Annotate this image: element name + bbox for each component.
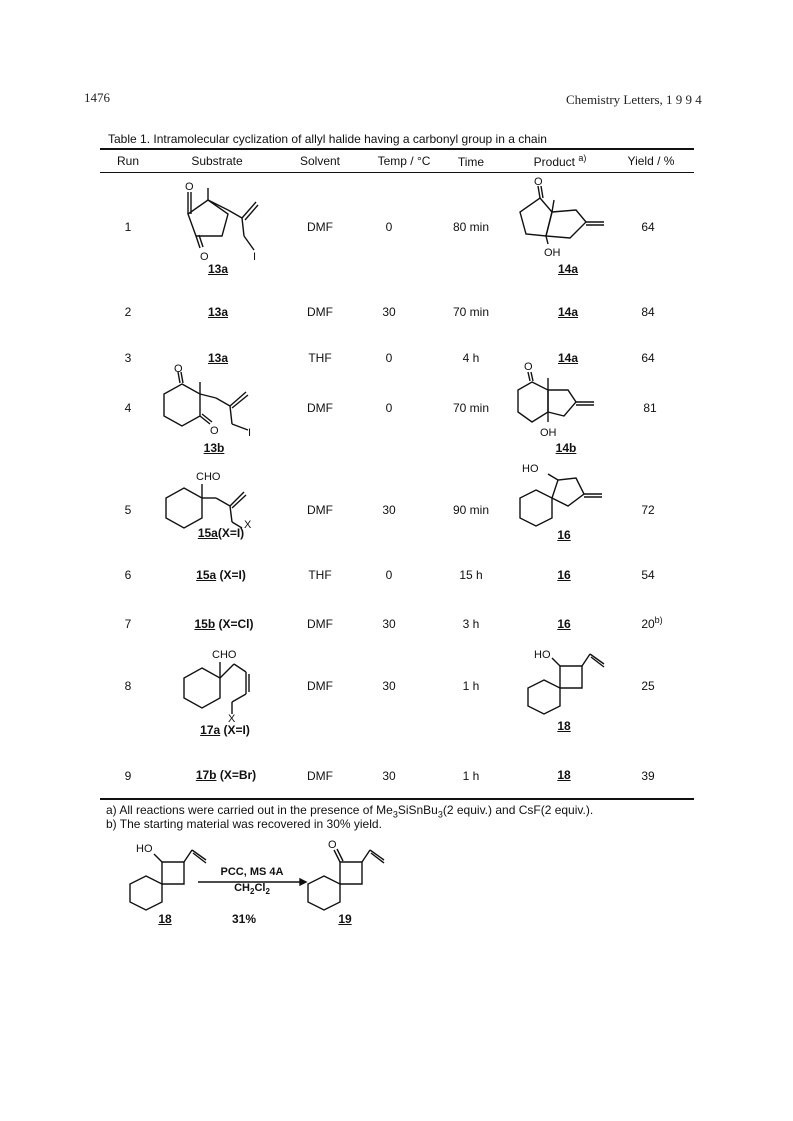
row1-yield: 64	[641, 220, 655, 234]
atom-O: O	[174, 363, 183, 375]
atom-X: X	[244, 519, 252, 531]
row3-substrate: 13a	[207, 351, 229, 365]
scheme-product-19	[304, 838, 404, 914]
row8-time: 1 h	[462, 679, 480, 693]
scheme-reactant-18	[126, 838, 226, 914]
structure-17a	[176, 644, 276, 725]
row4-solvent: DMF	[307, 401, 333, 415]
row8-run: 8	[124, 679, 132, 693]
atom-OH: OH	[544, 247, 561, 259]
row6-solvent: THF	[308, 568, 332, 582]
row8-solvent: DMF	[307, 679, 333, 693]
structure-13a	[160, 178, 280, 264]
row4-substrate-label: 13b	[203, 441, 225, 455]
header-run: Run	[116, 154, 139, 168]
row5-time: 90 min	[452, 503, 490, 517]
header-solvent: Solvent	[299, 154, 341, 168]
header-temp: Temp / °C	[377, 154, 431, 168]
table-top-rule	[100, 148, 694, 150]
row8-temp: 30	[382, 679, 396, 693]
table-caption: Table 1. Intramolecular cyclization of allyl halide having a carbonyl group in a chain	[108, 132, 547, 146]
row9-yield: 39	[641, 769, 655, 783]
row6-time: 15 h	[459, 568, 483, 582]
row3-temp: 0	[385, 351, 393, 365]
row6-run: 6	[124, 568, 132, 582]
row3-time: 4 h	[462, 351, 480, 365]
row2-solvent: DMF	[307, 305, 333, 319]
structure-14a	[510, 176, 620, 260]
atom-X: X	[228, 713, 236, 725]
table-header-rule	[100, 172, 694, 173]
structure-14b	[514, 361, 624, 440]
structure-16	[514, 462, 614, 532]
row3-product: 14a	[557, 351, 579, 365]
row1-solvent: DMF	[307, 220, 333, 234]
row2-run: 2	[124, 305, 132, 319]
scheme-product-label: 19	[338, 912, 352, 926]
row1-product-label: 14a	[557, 262, 579, 276]
scheme-reactant-label: 18	[158, 912, 172, 926]
atom-OH: OH	[540, 427, 557, 439]
footnote-a: a) All reactions were carried out in the presence of $Me_3SiSnBu_3(2$ equiv.) and CsF(2 equiv.).	[106, 803, 594, 820]
scheme-yield: 31%	[231, 912, 257, 926]
atom-O: O	[328, 839, 337, 851]
row4-product-label: 14b	[555, 441, 577, 455]
row6-substrate: 15a (X=I)	[196, 568, 246, 582]
atom-O: O	[185, 181, 194, 193]
atom-HO: HO	[534, 649, 551, 661]
header-substrate: Substrate	[191, 154, 243, 168]
atom-HO: HO	[136, 843, 153, 855]
row4-temp: 0	[385, 401, 393, 415]
row6-product: 16	[557, 568, 571, 582]
row7-temp: 30	[382, 617, 396, 631]
atom-CHO: CHO	[212, 649, 237, 661]
row9-solvent: DMF	[307, 769, 333, 783]
row7-solvent: DMF	[307, 617, 333, 631]
row7-time: 3 h	[462, 617, 480, 631]
row8-yield: 25	[641, 679, 655, 693]
row4-yield: 81	[643, 401, 657, 415]
row3-solvent: THF	[308, 351, 332, 365]
row5-substrate-label: 15a(X=I)	[197, 526, 245, 540]
atom-O: O	[534, 176, 543, 188]
header-product: Product $^{a)}$	[533, 153, 587, 169]
row1-run: 1	[124, 220, 132, 234]
row7-product: 16	[557, 617, 571, 631]
atom-I: I	[248, 427, 252, 439]
row9-temp: 30	[382, 769, 396, 783]
row8-product-label: 18	[557, 719, 571, 733]
row2-product: 14a	[557, 305, 579, 319]
atom-O: O	[200, 251, 209, 263]
row3-run: 3	[124, 351, 132, 365]
page-number: 1476	[84, 90, 110, 105]
row7-yield: 20$^{b)}$	[641, 615, 663, 631]
journal-header: Chemistry Letters, 1 9 9 4	[566, 92, 702, 107]
row6-temp: 0	[385, 568, 393, 582]
header-yield: Yield / %	[627, 154, 675, 168]
row2-temp: 30	[382, 305, 396, 319]
row2-substrate: 13a	[207, 305, 229, 319]
structure-13b	[160, 363, 280, 446]
atom-CHO: CHO	[196, 471, 221, 483]
atom-HO: HO	[522, 463, 539, 475]
row5-product-label: 16	[557, 528, 571, 542]
footnote-b: b) The starting material was recovered in 30% yield.	[106, 817, 382, 831]
atom-O: O	[524, 361, 533, 373]
row5-solvent: DMF	[307, 503, 333, 517]
structure-18	[524, 642, 624, 718]
row7-run: 7	[124, 617, 132, 631]
structure-15a	[160, 470, 270, 532]
row9-time: 1 h	[462, 769, 480, 783]
row2-yield: 84	[641, 305, 655, 319]
row9-run: 9	[124, 769, 132, 783]
row2-time: 70 min	[452, 305, 490, 319]
row9-substrate: 17b (X=Br)	[195, 768, 257, 782]
row7-substrate: 15b (X=Cl)	[194, 617, 254, 631]
header-time: Time	[457, 155, 485, 169]
atom-I: I	[253, 251, 257, 263]
row1-time: 80 min	[452, 220, 490, 234]
scheme-solvent: $CH_2Cl_2$	[234, 882, 270, 897]
row6-yield: 54	[641, 568, 655, 582]
row5-yield: 72	[641, 503, 655, 517]
row8-substrate-label: 17a (X=I)	[200, 723, 250, 737]
row4-time: 70 min	[452, 401, 490, 415]
row3-yield: 64	[641, 351, 655, 365]
table-bottom-rule	[100, 798, 694, 800]
row5-run: 5	[124, 503, 132, 517]
row5-temp: 30	[382, 503, 396, 517]
row4-run: 4	[124, 401, 132, 415]
scheme-reagent: PCC, MS 4A	[220, 866, 284, 878]
row1-substrate-label: 13a	[207, 262, 229, 276]
row9-product: 18	[557, 768, 571, 782]
row1-temp: 0	[385, 220, 393, 234]
atom-O: O	[210, 425, 219, 437]
